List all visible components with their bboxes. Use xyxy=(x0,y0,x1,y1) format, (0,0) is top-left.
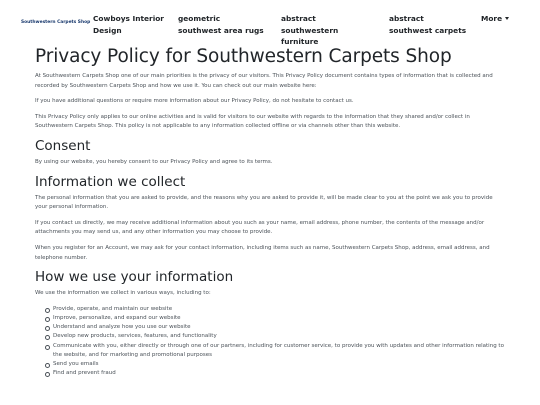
list-item: Improve, personalize, and expand our website xyxy=(45,314,505,323)
intro-paragraph: At Southwestern Carpets Shop one of our main priorities is the privacy of our visitors. This Privacy Policy document contains types of information that is collected and recorded by Southwestern Carpets Shop and how we use it. You can check out our main website here: xyxy=(35,73,493,89)
more-label: More xyxy=(481,14,503,23)
list-item: Understand and analyze how you use our website xyxy=(45,323,505,332)
more-dropdown[interactable] xyxy=(481,13,509,25)
main-content xyxy=(35,46,505,378)
list-item: Communicate with you, either directly or through one of our partners, including for customer service, to provide you with updates and other information relating to the website, and for marketing and promotional purposes xyxy=(45,342,505,360)
collect-paragraph: If you contact us directly, we may receive additional information about you such as your name, email address, phone number, the contents of the message and/or attachments you may send us, and any other information you may choose to provide. xyxy=(35,219,485,236)
intro-paragraph: This Privacy Policy only applies to our online activities and is valid for visitors to our website with regards to the information that they shared and/or collect in Southwestern Carpets Shop. This policy is not applicable to any information collected offline or via channels other than this website. xyxy=(35,113,470,130)
list-item: Send you emails xyxy=(45,360,505,369)
collect-paragraph: When you register for an Account, we may ask for your contact information, including items such as name, Southwestern Carpets Shop, address, email address, and telephone number. xyxy=(35,244,490,261)
consent-paragraph: By using our website, you hereby consent to our Privacy Policy and agree to its terms. xyxy=(35,158,273,165)
list-item: Provide, operate, and maintain our website xyxy=(45,305,505,314)
list-item: Find and prevent fraud xyxy=(45,369,505,378)
nav-link-cowboys-interior-design[interactable]: Cowboys Interior Design xyxy=(93,14,164,35)
list-item: Develop new products, services, features, and functionality xyxy=(45,332,505,341)
nav-link-abstract-southwestern-furniture[interactable]: abstract southwestern furniture xyxy=(281,14,339,46)
collect-paragraph: The personal information that you are asked to provide, and the reasons why you are asked to provide it, will be made clear to you at the point we ask you to provide your personal information. xyxy=(35,194,493,211)
site-brand[interactable]: Southwestern Carpets Shop xyxy=(21,20,91,25)
caret-down-icon xyxy=(505,17,509,20)
section-heading-how-we-use: How we use your information xyxy=(35,269,234,286)
intro-paragraph: If you have additional questions or require more information about our Privacy Policy, do not hesitate to contact us. xyxy=(35,98,354,105)
nav-link-geometric-southwest-area-rugs[interactable]: geometric southwest area rugs xyxy=(178,14,264,35)
section-heading-information-we-collect: Information we collect xyxy=(35,173,186,190)
use-intro-paragraph: We use the information we collect in various ways, including to: xyxy=(35,290,211,297)
top-navbar xyxy=(0,0,540,46)
page-title: Privacy Policy for Southwestern Carpets Shop xyxy=(35,46,452,67)
nav-link-abstract-southwest-carpets[interactable]: abstract southwest carpets xyxy=(389,14,467,35)
use-list xyxy=(45,305,505,379)
section-heading-consent: Consent xyxy=(35,137,91,154)
